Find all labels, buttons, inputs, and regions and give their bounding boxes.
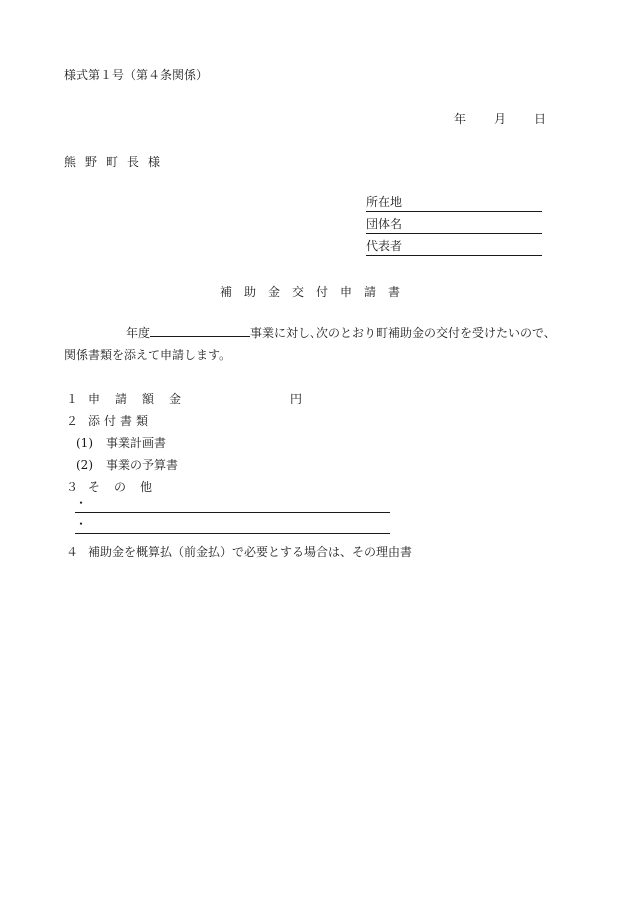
body-line-1 [126, 324, 556, 341]
form-number: 様式第１号（第４条関係） [64, 68, 209, 82]
body-line-1-text: 事業に対し､次のとおり町補助金の交付を受けたいので、 [250, 326, 556, 340]
other-entry-line[interactable] [75, 496, 390, 513]
representative-label: 代表者 [366, 239, 403, 253]
item-4-label: 補助金を概算払（前金払）で必要とする場合は、その理由書 [88, 545, 413, 559]
body-line-2: 関係書類を添えて申請します。 [64, 348, 232, 362]
date-year-label: 年 [454, 112, 467, 126]
item-2-number: ２ [66, 414, 79, 428]
attachment-text: 事業計画書 [106, 436, 167, 450]
address-field[interactable] [366, 195, 542, 212]
bullet-mark: ・ [75, 496, 88, 510]
bullet-mark: ・ [75, 517, 88, 531]
addressee: 熊野町長様 [64, 155, 170, 169]
item-1-label: 申請額金 [88, 392, 197, 406]
fiscal-year-label: 年度 [126, 326, 151, 340]
attachment-number: (2) [76, 458, 93, 472]
date-month-label: 月 [494, 112, 507, 126]
attachment-item [76, 434, 166, 451]
attachment-text: 事業の予算書 [106, 458, 179, 472]
item-1-number: １ [66, 392, 79, 406]
item-1-unit: 円 [290, 392, 303, 406]
address-label: 所在地 [366, 195, 403, 209]
item-3-number: ３ [66, 480, 79, 494]
item-3-label: その他 [88, 480, 167, 494]
other-entry-line[interactable] [75, 517, 390, 534]
project-name-blank[interactable] [150, 324, 250, 337]
item-2-label: 添付書類 [88, 414, 153, 428]
document-title: 補助金交付申請書 [220, 285, 413, 299]
attachment-item [76, 456, 178, 473]
group-name-label: 団体名 [366, 217, 403, 231]
date-line [454, 110, 546, 127]
date-day-label: 日 [534, 112, 547, 126]
representative-field[interactable] [366, 239, 542, 256]
attachment-number: (1) [76, 436, 93, 450]
item-4-number: ４ [66, 545, 79, 559]
group-name-field[interactable] [366, 217, 542, 234]
